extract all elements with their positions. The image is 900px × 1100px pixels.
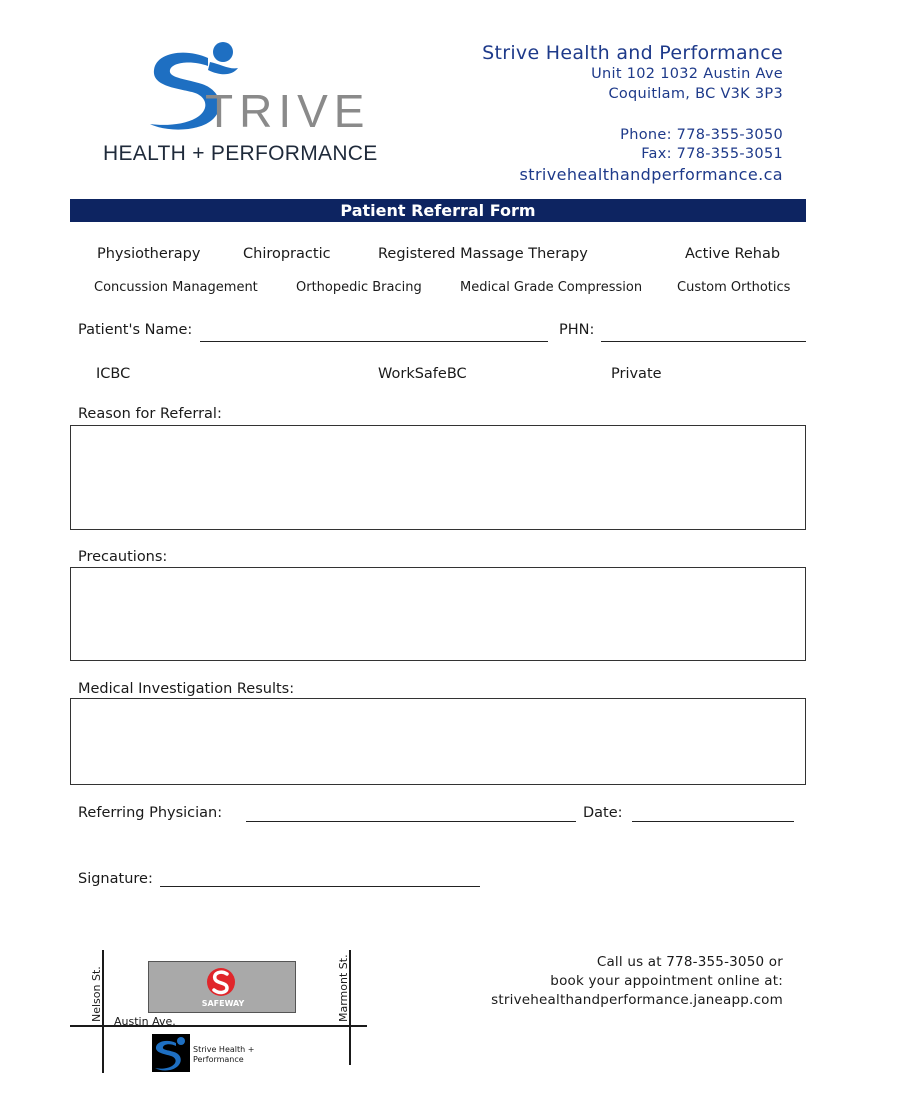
service-orthopedic-bracing[interactable]: Orthopedic Bracing <box>296 280 422 295</box>
precautions-textarea[interactable] <box>70 567 806 661</box>
org-address-block <box>482 42 783 104</box>
phn-field[interactable] <box>601 341 806 342</box>
map-label-austin: Austin Ave. <box>114 1015 176 1028</box>
address-line-1: Unit 102 1032 Austin Ave <box>591 66 783 82</box>
form-title: Patient Referral Form <box>70 199 806 222</box>
safeway-label: SAFEWAY <box>201 999 245 1008</box>
logo-wordmark: TRIVE <box>205 85 371 137</box>
reason-textarea[interactable] <box>70 425 806 530</box>
patient-name-field[interactable] <box>200 341 548 342</box>
service-massage-therapy[interactable]: Registered Massage Therapy <box>378 246 588 262</box>
physician-label: Referring Physician: <box>78 805 223 821</box>
date-field[interactable] <box>632 821 794 822</box>
signature-label: Signature: <box>78 871 153 887</box>
precautions-label: Precautions: <box>78 549 168 565</box>
cta-booking-link[interactable]: strivehealthandperformance.janeapp.com <box>491 992 783 1008</box>
signature-field[interactable] <box>160 886 480 887</box>
phn-label: PHN: <box>559 322 595 338</box>
fax: Fax: 778-355-3051 <box>641 146 783 162</box>
org-contact-block <box>520 126 783 186</box>
physician-field[interactable] <box>246 821 576 822</box>
cta-book: book your appointment online at: <box>550 973 783 989</box>
map-label-nelson: Nelson St. <box>90 966 103 1022</box>
date-label: Date: <box>583 805 623 821</box>
map-label-marmont: Marmont St. <box>337 954 350 1022</box>
phone: Phone: 778-355-3050 <box>620 127 783 143</box>
service-physiotherapy[interactable]: Physiotherapy <box>97 246 201 262</box>
investigation-label: Medical Investigation Results: <box>78 681 295 697</box>
org-name: Strive Health and Performance <box>482 42 783 64</box>
service-chiropractic[interactable]: Chiropractic <box>243 246 331 262</box>
map-strive-marker-label <box>193 1045 254 1065</box>
logo-tagline: HEALTH + PERFORMANCE <box>103 142 378 165</box>
payer-worksafebc[interactable]: WorkSafeBC <box>378 366 467 382</box>
payer-icbc[interactable]: ICBC <box>96 366 131 382</box>
reason-label: Reason for Referral: <box>78 406 222 422</box>
service-concussion[interactable]: Concussion Management <box>94 280 258 295</box>
booking-callout <box>491 953 783 1010</box>
payer-private[interactable]: Private <box>611 366 662 382</box>
service-orthotics[interactable]: Custom Orthotics <box>677 280 791 295</box>
mini-logo-text-2: Performance <box>193 1055 244 1064</box>
address-line-2: Coquitlam, BC V3K 3P3 <box>608 86 783 102</box>
patient-name-label: Patient's Name: <box>78 322 193 338</box>
cta-phone: Call us at 778-355-3050 or <box>596 954 783 970</box>
investigation-textarea[interactable] <box>70 698 806 785</box>
service-compression[interactable]: Medical Grade Compression <box>460 280 643 295</box>
mini-logo-text-1: Strive Health + <box>193 1045 255 1054</box>
service-active-rehab[interactable]: Active Rehab <box>685 246 781 262</box>
map-safeway-store <box>148 961 296 1013</box>
website-link[interactable]: strivehealthandperformance.ca <box>519 165 783 184</box>
map-strive-marker-icon <box>152 1034 190 1072</box>
